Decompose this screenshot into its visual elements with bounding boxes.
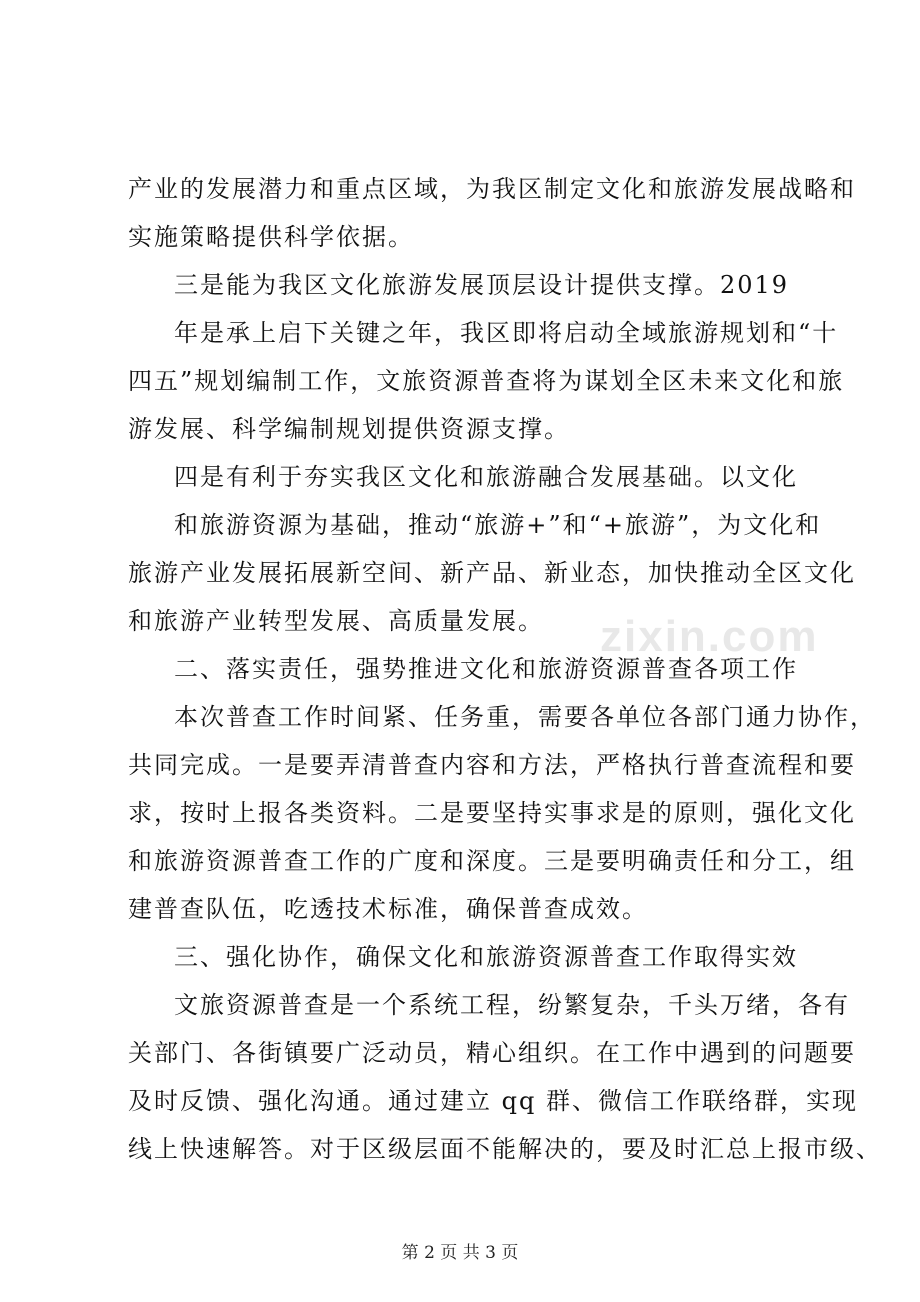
- text-line: 四五”规划编制工作，文旅资源普查将为谋划全区未来文化和旅: [128, 367, 845, 395]
- text-line: 求，按时上报各类资料。二是要坚持实事求是的原则，强化文化: [128, 799, 856, 827]
- text-line: 三是能为我区文化旅游发展顶层设计提供支撑。2019: [174, 271, 790, 299]
- text-line: 关部门、各街镇要广泛动员，精心组织。在工作中遇到的问题要: [128, 1039, 856, 1067]
- text-line: 和旅游资源为基础，推动“旅游+”和“+旅游”，为文化和: [174, 511, 822, 539]
- page-footer: 第 2 页 共 3 页: [401, 1243, 519, 1263]
- text-line: 游发展、科学编制规划提供资源支撑。: [128, 415, 570, 443]
- watermark: zixin.com: [600, 612, 819, 661]
- text-line: 本次普查工作时间紧、任务重，需要各单位各部门通力协作，: [174, 703, 876, 731]
- text-line: 建普查队伍，吃透技术标准，确保普查成效。: [128, 895, 648, 923]
- text-line: 和旅游产业转型发展、高质量发展。: [128, 607, 544, 635]
- section-heading: 三、强化协作，确保文化和旅游资源普查工作取得实效: [174, 943, 798, 971]
- text-line: 四是有利于夯实我区文化和旅游融合发展基础。以文化: [174, 463, 798, 491]
- text-line: 年是承上启下关键之年，我区即将启动全域旅游规划和“十: [174, 319, 839, 347]
- text-line: 产业的发展潜力和重点区域，为我区制定文化和旅游发展战略和: [128, 175, 856, 203]
- text-line: 和旅游资源普查工作的广度和深度。三是要明确责任和分工，组: [128, 847, 856, 875]
- text-line: 实施策略提供科学依据。: [128, 223, 414, 251]
- section-heading: 二、落实责任，强势推进文化和旅游资源普查各项工作: [174, 655, 798, 683]
- text-line: 共同完成。一是要弄清普查内容和方法，严格执行普查流程和要: [128, 751, 856, 779]
- text-line: 旅游产业发展拓展新空间、新产品、新业态，加快推动全区文化: [128, 559, 856, 587]
- text-line: 文旅资源普查是一个系统工程，纷繁复杂，千头万绪，各有: [174, 991, 850, 1019]
- text-line: 线上快速解答。对于区级层面不能解决的，要及时汇总上报市级、: [128, 1135, 882, 1163]
- text-line: 及时反馈、强化沟通。通过建立 qq 群、微信工作联络群，实现: [128, 1087, 858, 1115]
